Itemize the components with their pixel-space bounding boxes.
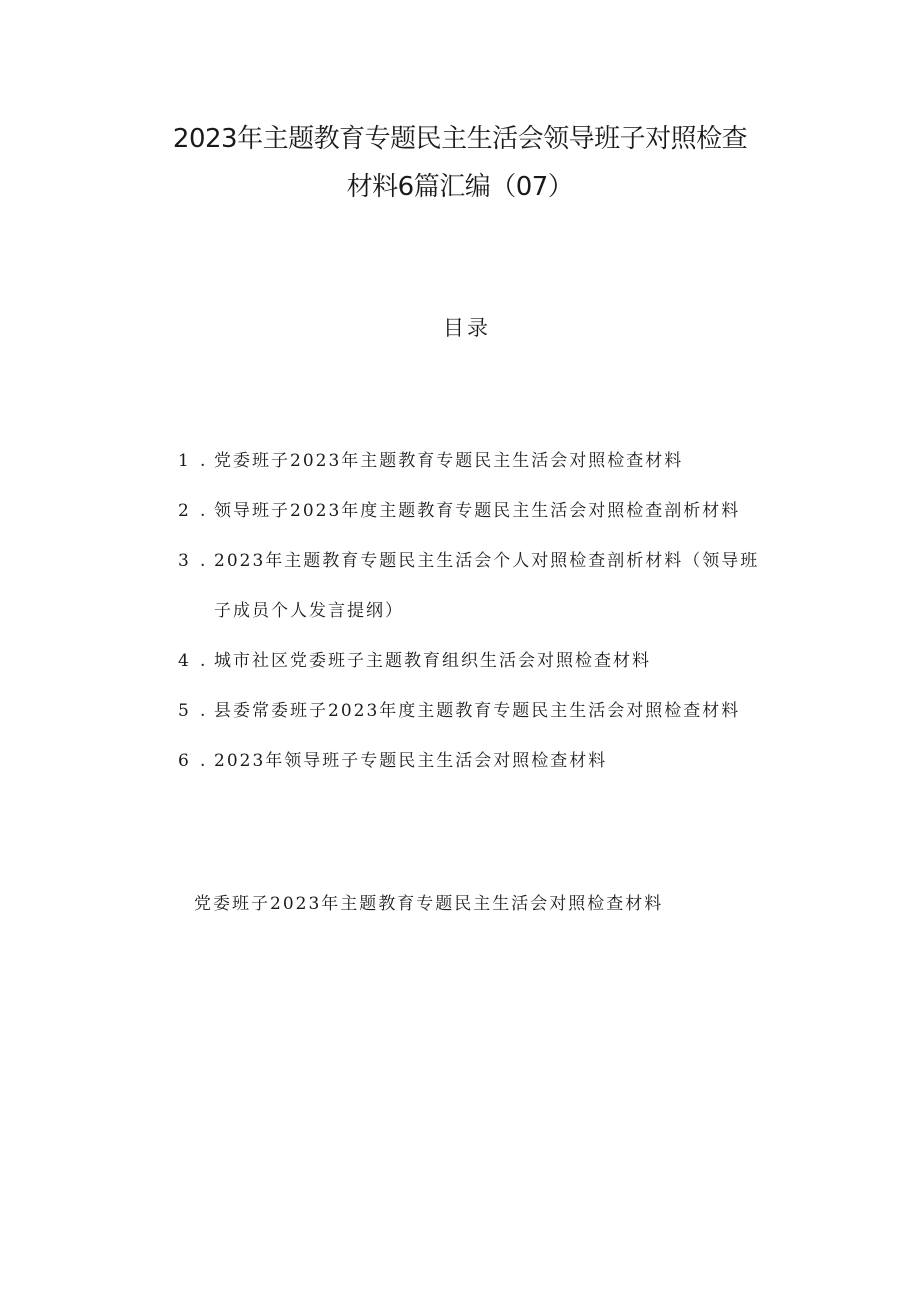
toc-item-separator: . (200, 451, 208, 471)
toc-item-separator: . (200, 701, 208, 721)
section-title: 党委班子2023年主题教育专题民主生活会对照检查材料 (194, 894, 664, 914)
toc-item-5 (178, 696, 818, 746)
toc-item-number: 2 (178, 501, 191, 521)
toc-item-number: 4 (178, 651, 191, 671)
document-title-line-2: 材料6篇汇编（07） (346, 172, 574, 202)
document-title-line-1: 2023年主题教育专题民主生活会领导班子对照检查 (172, 124, 748, 154)
toc-item-separator: . (200, 501, 208, 521)
toc-item-3 (178, 546, 818, 646)
toc-item-text: 城市社区党委班子主题教育组织生活会对照检查材料 (214, 651, 651, 671)
toc-item-2 (178, 496, 818, 546)
toc-item-separator: . (200, 751, 208, 771)
toc-item-text: 2023年领导班子专题民主生活会对照检查材料 (214, 751, 608, 771)
toc-item-4 (178, 646, 818, 696)
toc-item-separator: . (200, 551, 208, 571)
toc-heading: 目录 (443, 316, 491, 340)
toc-item-number: 1 (178, 451, 191, 471)
toc-item-1 (178, 446, 818, 496)
toc-item-number: 6 (178, 751, 191, 771)
toc-item-text: 党委班子2023年主题教育专题民主生活会对照检查材料 (214, 451, 684, 471)
toc-item-number: 3 (178, 551, 191, 571)
toc-item-text: 领导班子2023年度主题教育专题民主生活会对照检查剖析材料 (214, 501, 741, 521)
toc-item-text: 2023年主题教育专题民主生活会个人对照检查剖析材料（领导班 (214, 551, 760, 571)
toc-item-number: 5 (178, 701, 191, 721)
toc-item-6 (178, 746, 818, 796)
toc-item-text-continuation: 子成员个人发言提纲） (214, 601, 404, 621)
table-of-contents (178, 446, 818, 796)
toc-item-separator: . (200, 651, 208, 671)
toc-item-text: 县委常委班子2023年度主题教育专题民主生活会对照检查材料 (214, 701, 741, 721)
